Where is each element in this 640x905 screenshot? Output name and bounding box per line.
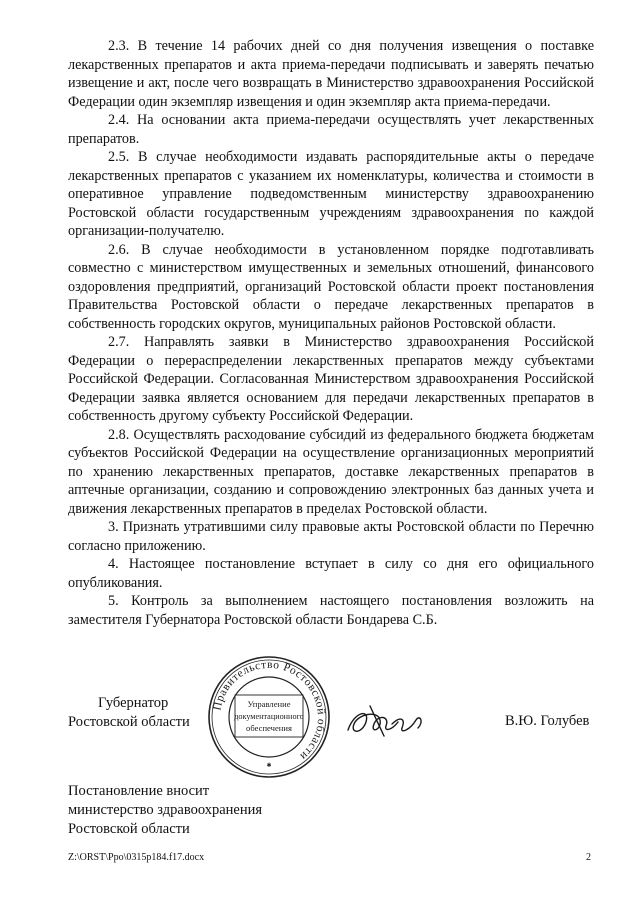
signatory-title-line2: Ростовской области — [68, 714, 190, 730]
submitted-by-line1: Постановление вносит — [68, 783, 210, 799]
paragraph-2-5: 2.5. В случае необходимости издавать распорядительные акты о передаче лекарственных препаратов с указанием их номенклатуры, количества и стоимости в оперативное управление подведомственным министерству здравоохранению Ростовской области государственным учреждениям здравоохранения по каждой организации-получателю. — [68, 149, 594, 239]
page-number: 2 — [586, 852, 591, 863]
submitted-by-line2: министерство здравоохранения — [68, 802, 263, 818]
paragraph-2-3: 2.3. В течение 14 рабочих дней со дня получения извещения о поставке лекарственных препаратов и акта приема-передачи подписывать и заверять печатью извещение и акт, после чего возвращать в Министерство здравоохранения Российской Федерации один экземпляр извещения и один экземпляр акта приема-передачи. — [68, 38, 594, 110]
official-seal — [207, 655, 331, 779]
seal-inner-line3: обеспечения — [246, 723, 292, 733]
seal-star-icon: ✱ — [266, 763, 272, 769]
signatory-title — [68, 694, 190, 732]
signatory-name: В.Ю. Голубев — [505, 713, 590, 729]
submitted-by-note — [68, 782, 262, 839]
signatory-title-line1: Губернатор — [98, 695, 169, 711]
file-path: Z:\ORST\Ppo\0315p184.f17.docx — [68, 852, 205, 863]
paragraph-4: 4. Настоящее постановление вступает в силу со дня его официального опубликования. — [68, 556, 594, 591]
seal-inner-line2: документационного — [234, 712, 304, 721]
paragraph-5: 5. Контроль за выполнением настоящего постановления возложить на заместителя Губернатора Ростовской области Бондарева С.Б. — [68, 593, 594, 628]
document-body — [68, 37, 594, 629]
seal-inner-line1: Управление — [247, 699, 291, 709]
paragraph-3: 3. Признать утратившими силу правовые акты Ростовской области по Перечню согласно приложению. — [68, 519, 594, 554]
paragraph-2-8: 2.8. Осуществлять расходование субсидий из федерального бюджета бюджетам субъектов Российской Федерации на осуществление организационных мероприятий по хранению лекарственных препаратов, доставке лекарственных препаратов в аптечные организации, созданию и сопровождению электронных баз данных учета и движения лекарственных препаратов в пределах Ростовской области. — [68, 426, 594, 517]
handwritten-signature — [340, 700, 460, 745]
paragraph-2-6: 2.6. В случае необходимости в установленном порядке подготавливать совместно с министерством имущественных и земельных отношений, финансового оздоровления предприятий, организаций Ростовской области проект постановления Правительства Ростовской области о передаче лекарственных препаратов в собственность городских округов, муниципальных районов Ростовской области. — [68, 241, 594, 332]
submitted-by-line3: Ростовской области — [68, 821, 190, 837]
paragraph-2-4: 2.4. На основании акта приема-передачи осуществлять учет лекарственных препаратов. — [68, 112, 594, 147]
svg-text:Правительство Ростовской облас — [211, 659, 327, 763]
seal-ring-text: Правительство Ростовской области — [211, 658, 328, 763]
paragraph-2-7: 2.7. Направлять заявки в Министерство здравоохранения Российской Федерации о перераспределении лекарственных препаратов между субъектами Российской Федерации. Согласованная Министерством здравоохранения Российской Федерации заявка является основанием для передачи лекарственных препаратов в собственность другому субъекту Российской Федерации. — [68, 334, 594, 424]
